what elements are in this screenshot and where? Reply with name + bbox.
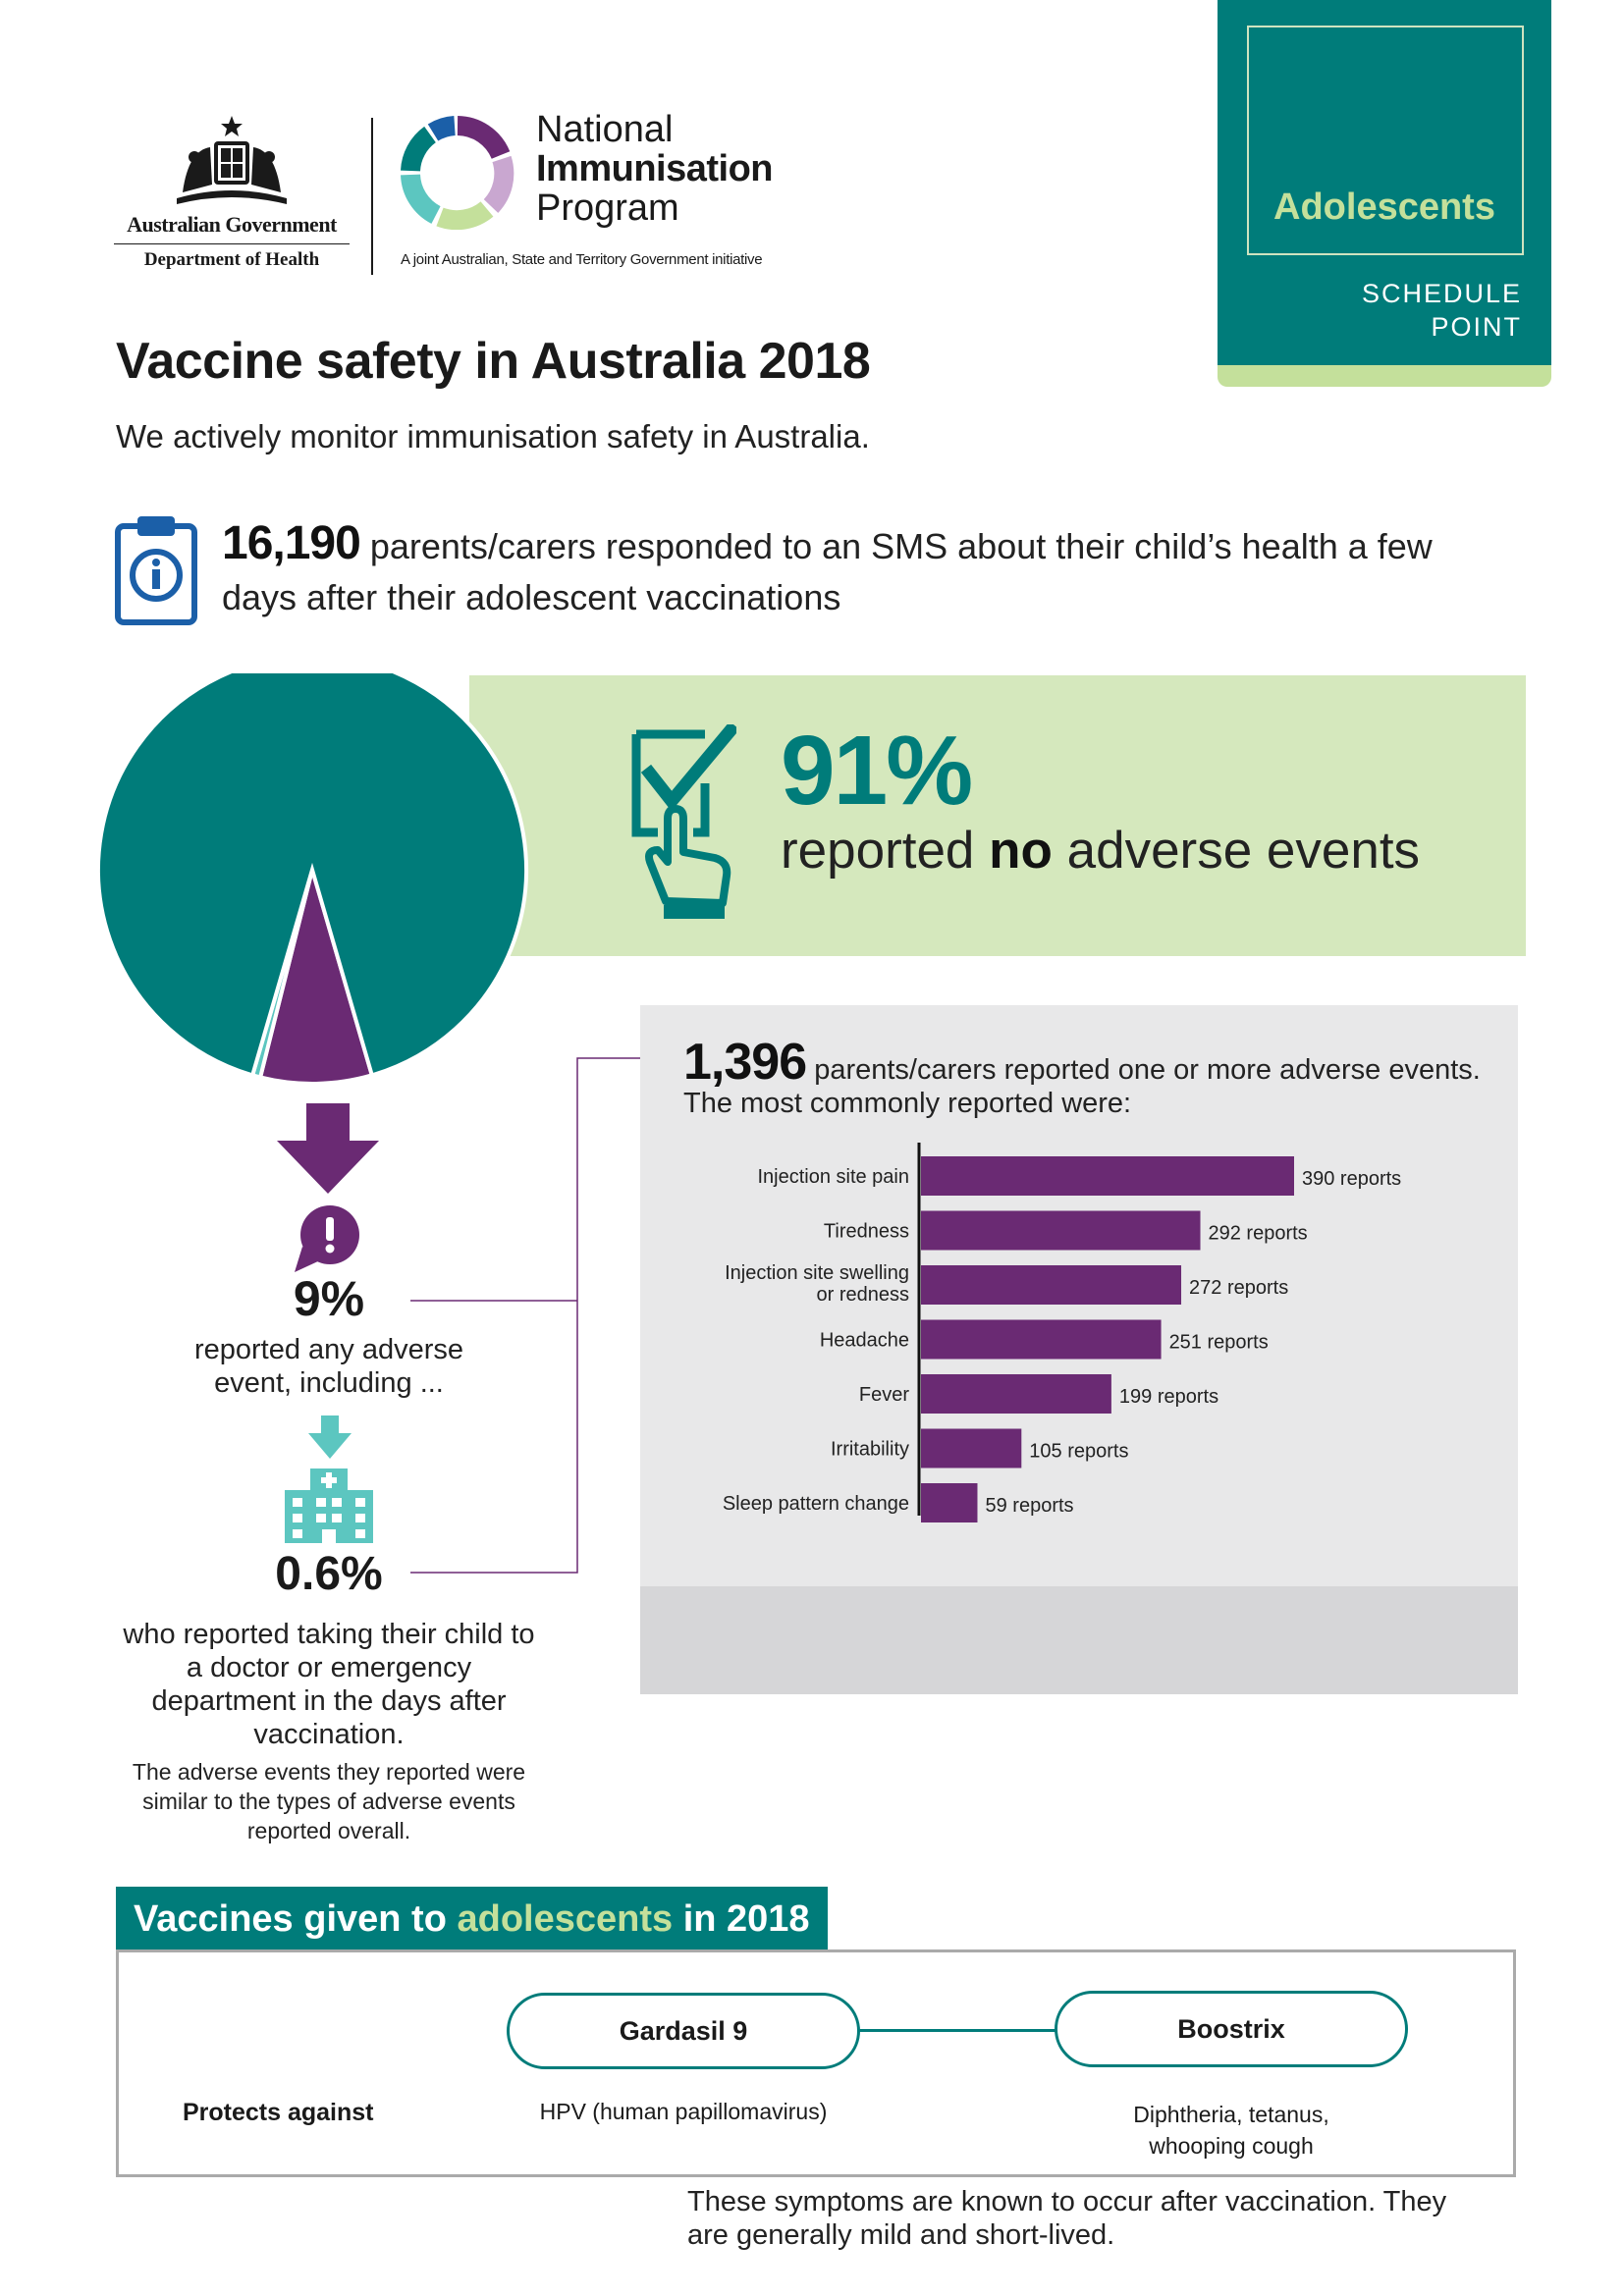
no-adverse-text-after: adverse events	[1052, 822, 1421, 880]
bar-value-label: 199 reports	[1118, 1386, 1219, 1408]
bar	[921, 1211, 1201, 1251]
bar-category-label: Sleep pattern change	[722, 1493, 909, 1515]
boostrix-protects-line-1: Diphtheria, tetanus,	[1133, 2102, 1329, 2127]
bar-value-label: 390 reports	[1302, 1168, 1402, 1190]
alert-speech-bubble-icon	[295, 1203, 361, 1274]
no-adverse-events-percent: 91%	[781, 716, 972, 826]
program-name-line-1: National	[536, 109, 674, 150]
adverse-events-count: 1,396	[683, 1034, 807, 1091]
vaccine-boostrix: Boostrix	[1055, 1991, 1408, 2067]
program-name-line-2: Immunisation	[536, 148, 774, 189]
adverse-events-pie-chart	[98, 673, 560, 1095]
hospital-icon	[285, 1465, 373, 1543]
bar	[921, 1320, 1162, 1360]
program-tagline: A joint Australian, State and Territory Government initiative	[401, 251, 763, 268]
schedule-point-title: Adolescents	[1273, 187, 1495, 228]
bar-value-label: 105 reports	[1029, 1440, 1129, 1463]
sms-response-text: parents/carers responded to an SMS about their child’s health a few days after their adolescent vaccinations	[222, 526, 1433, 617]
vaccines-heading-after: in 2018	[673, 1898, 810, 1940]
clipboard-info-icon	[114, 512, 198, 626]
bar-value-label: 272 reports	[1189, 1277, 1289, 1299]
adverse-events-subtext: The most commonly reported were:	[683, 1088, 1132, 1119]
australian-government-logo	[114, 114, 350, 281]
any-adverse-event-percent: 9%	[293, 1271, 365, 1326]
coat-of-arms-icon	[173, 114, 291, 210]
department-name: Department of Health	[143, 249, 320, 270]
bar	[921, 1483, 977, 1522]
any-adverse-event-text: reported any adverse event, including ...	[193, 1334, 464, 1399]
no-adverse-text-bold: no	[989, 822, 1053, 880]
gardasil-protects: HPV (human papillomavirus)	[539, 2099, 828, 2124]
doctor-visit-note: The adverse events they reported were similar to the types of adverse events reported overall.	[132, 1759, 526, 1843]
bar-category-label: Tiredness	[823, 1220, 909, 1243]
bar-value-label: 251 reports	[1168, 1331, 1269, 1354]
page-title: Vaccine safety in Australia 2018	[116, 333, 871, 390]
doctor-visit-percent: 0.6%	[275, 1548, 383, 1600]
schedule-point-subtitle: SCHEDULE POINT	[1361, 279, 1522, 342]
adverse-events-count-line	[683, 1033, 1481, 1092]
protects-against-label: Protects against	[183, 2099, 374, 2126]
schedule-point-tab	[1218, 0, 1551, 387]
vaccine-gardasil-9: Gardasil 9	[507, 1993, 860, 2069]
program-name	[536, 110, 773, 228]
bar-category-labels	[723, 1166, 909, 1515]
connector-lines	[403, 1050, 677, 1580]
bar-category-label: Injection site pain	[757, 1166, 909, 1188]
bar	[921, 1156, 1294, 1196]
adverse-events-bar-chart	[640, 1143, 1518, 1535]
bar-value-label: 292 reports	[1208, 1222, 1308, 1245]
immunisation-program-ring-icon	[401, 116, 514, 230]
government-name: Australian Government	[127, 212, 337, 237]
bar-category-label: Headache	[819, 1329, 909, 1352]
pie-slices	[98, 673, 526, 1084]
adverse-events-footer-text: These symptoms are known to occur after vaccination. They are generally mild and short-lived.	[687, 2186, 1447, 2251]
adverse-events-text: parents/carers reported one or more adverse events.	[814, 1054, 1481, 1086]
bar-category-label: Injection site swelling or redness	[725, 1262, 909, 1306]
checkbox-hand-icon	[628, 724, 736, 921]
sms-response-statement	[222, 518, 1479, 623]
no-adverse-events-text	[781, 821, 1420, 881]
arrow-down-icon	[277, 1103, 379, 1194]
vaccine-connector-line	[854, 2029, 1058, 2032]
boostrix-protects	[1055, 2099, 1408, 2162]
government-rule	[114, 243, 350, 244]
page-subtitle: We actively monitor immunisation safety in Australia.	[116, 418, 870, 454]
bar	[921, 1265, 1181, 1305]
program-name-line-3: Program	[536, 187, 679, 229]
bar-category-label: Irritability	[830, 1438, 909, 1461]
sms-response-count: 16,190	[222, 517, 360, 569]
vaccines-heading	[116, 1887, 828, 1951]
vaccines-heading-before: Vaccines given to	[134, 1898, 458, 1940]
vaccines-heading-highlight: adolescents	[457, 1898, 674, 1940]
bar-category-label: Fever	[858, 1384, 909, 1406]
bar	[921, 1374, 1111, 1414]
no-adverse-text-before: reported	[781, 822, 990, 880]
doctor-visit-text: who reported taking their child to a doctor or emergency department in the days after vaccination.	[123, 1619, 535, 1750]
logo-divider	[371, 118, 373, 275]
bar	[921, 1429, 1021, 1468]
bar-value-label: 59 reports	[985, 1495, 1074, 1517]
boostrix-protects-line-2: whooping cough	[1149, 2133, 1314, 2159]
arrow-down-small-icon	[308, 1415, 352, 1459]
